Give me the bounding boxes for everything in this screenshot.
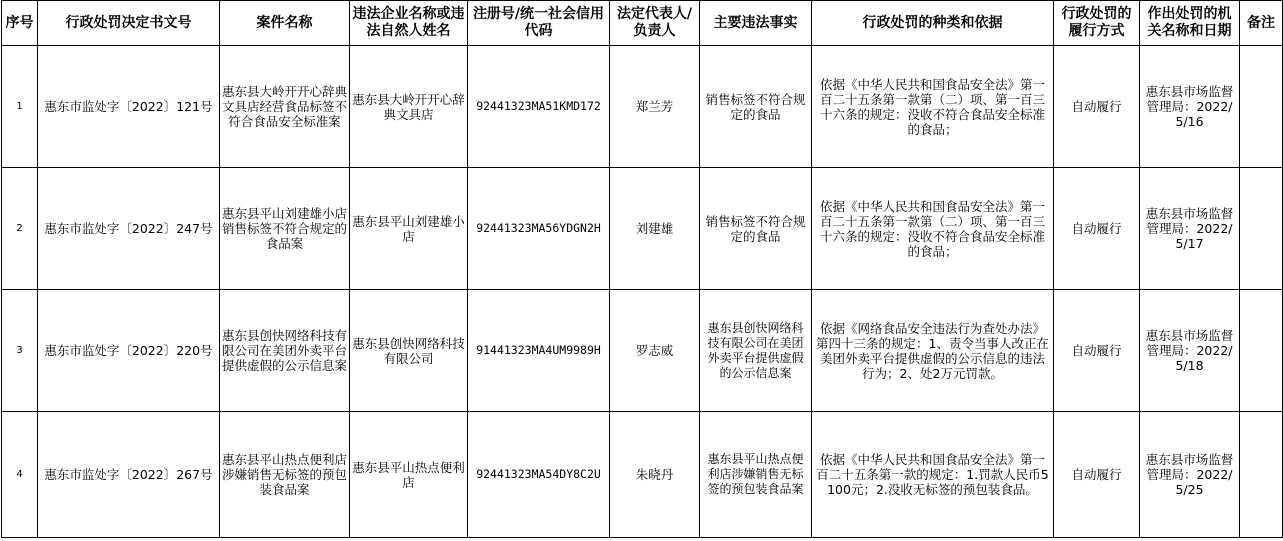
- cell-code: 92441323MA54DY8C2U: [468, 412, 610, 538]
- cell-case: 惠东县平山热点便利店涉嫌销售无标签的预包装食品案: [220, 412, 350, 538]
- cell-exec: 自动履行: [1054, 46, 1140, 168]
- cell-seq: 4: [2, 412, 38, 538]
- header-note: 备注: [1240, 1, 1283, 46]
- cell-party: 惠东县创快网络科技有限公司: [350, 290, 468, 412]
- header-authority: 作出处罚的机关名称和日期: [1140, 1, 1240, 46]
- cell-authority: 惠东县市场监督管理局：2022/5/17: [1140, 168, 1240, 290]
- cell-authority: 惠东县市场监督管理局：2022/5/25: [1140, 412, 1240, 538]
- cell-facts: 惠东县平山热点便利店涉嫌销售无标签的预包装食品案: [700, 412, 812, 538]
- table-row: [2, 412, 1283, 538]
- cell-rep: 罗志威: [610, 290, 700, 412]
- header-exec: 行政处罚的履行方式: [1054, 1, 1140, 46]
- header-party: 违法企业名称或违法自然人姓名: [350, 1, 468, 46]
- cell-note: [1240, 290, 1283, 412]
- cell-seq: 2: [2, 168, 38, 290]
- cell-doc-no: 惠东市监处字〔2022〕247号: [38, 168, 220, 290]
- cell-doc-no: 惠东市监处字〔2022〕267号: [38, 412, 220, 538]
- cell-note: [1240, 46, 1283, 168]
- cell-note: [1240, 412, 1283, 538]
- header-code: 注册号/统一社会信用代码: [468, 1, 610, 46]
- cell-party: 惠东县平山刘建雄小店: [350, 168, 468, 290]
- cell-code: 92441323MA56YDGN2H: [468, 168, 610, 290]
- cell-case: 惠东县大岭开开心辞典文具店经营食品标签不符合食品安全标准案: [220, 46, 350, 168]
- cell-seq: 1: [2, 46, 38, 168]
- cell-doc-no: 惠东市监处字〔2022〕220号: [38, 290, 220, 412]
- cell-exec: 自动履行: [1054, 412, 1140, 538]
- cell-facts: 惠东县创快网络科技有限公司在美团外卖平台提供虚假的公示信息案: [700, 290, 812, 412]
- cell-basis: 依据《中华人民共和国食品安全法》第一百二十五条第一款第（二）项、第一百三十六条的规定：没收不符合食品安全标准的食品；: [812, 46, 1054, 168]
- header-seq: 序号: [2, 1, 38, 46]
- cell-rep: 刘建雄: [610, 168, 700, 290]
- cell-rep: 朱晓丹: [610, 412, 700, 538]
- cell-case: 惠东县创快网络科技有限公司在美团外卖平台提供虚假的公示信息案: [220, 290, 350, 412]
- header-rep: 法定代表人/负责人: [610, 1, 700, 46]
- cell-basis: 依据《中华人民共和国食品安全法》第一百二十五条第一款第（二）项、第一百三十六条的规定：没收不符合食品安全标准的食品；: [812, 168, 1054, 290]
- cell-doc-no: 惠东市监处字〔2022〕121号: [38, 46, 220, 168]
- header-row: [2, 1, 1283, 46]
- cell-basis: 依据《中华人民共和国食品安全法》第一百二十五条第一款的规定：1.罚款人民币5100元；2.没收无标签的预包装食品。: [812, 412, 1054, 538]
- cell-exec: 自动履行: [1054, 168, 1140, 290]
- header-basis: 行政处罚的种类和依据: [812, 1, 1054, 46]
- header-facts: 主要违法事实: [700, 1, 812, 46]
- table-row: [2, 168, 1283, 290]
- cell-exec: 自动履行: [1054, 290, 1140, 412]
- header-doc-no: 行政处罚决定书文号: [38, 1, 220, 46]
- cell-authority: 惠东县市场监督管理局：2022/5/16: [1140, 46, 1240, 168]
- cell-case: 惠东县平山刘建雄小店销售标签不符合规定的食品案: [220, 168, 350, 290]
- cell-party: 惠东县平山热点便利店: [350, 412, 468, 538]
- cell-party: 惠东县大岭开开心辞典文具店: [350, 46, 468, 168]
- header-case: 案件名称: [220, 1, 350, 46]
- cell-facts: 销售标签不符合规定的食品: [700, 168, 812, 290]
- cell-note: [1240, 168, 1283, 290]
- table-row: [2, 46, 1283, 168]
- cell-code: 91441323MA4UM9989H: [468, 290, 610, 412]
- cell-basis: 依据《网络食品安全违法行为查处办法》第四十三条的规定：1、责令当事人改正在美团外卖平台提供虚假的公示信息的违法行为；2、处2万元罚款。: [812, 290, 1054, 412]
- cell-seq: 3: [2, 290, 38, 412]
- cell-facts: 销售标签不符合规定的食品: [700, 46, 812, 168]
- cell-rep: 郑兰芳: [610, 46, 700, 168]
- cell-authority: 惠东县市场监督管理局：2022/5/18: [1140, 290, 1240, 412]
- penalty-table: [1, 0, 1283, 538]
- cell-code: 92441323MA51KMD172: [468, 46, 610, 168]
- table-row: [2, 290, 1283, 412]
